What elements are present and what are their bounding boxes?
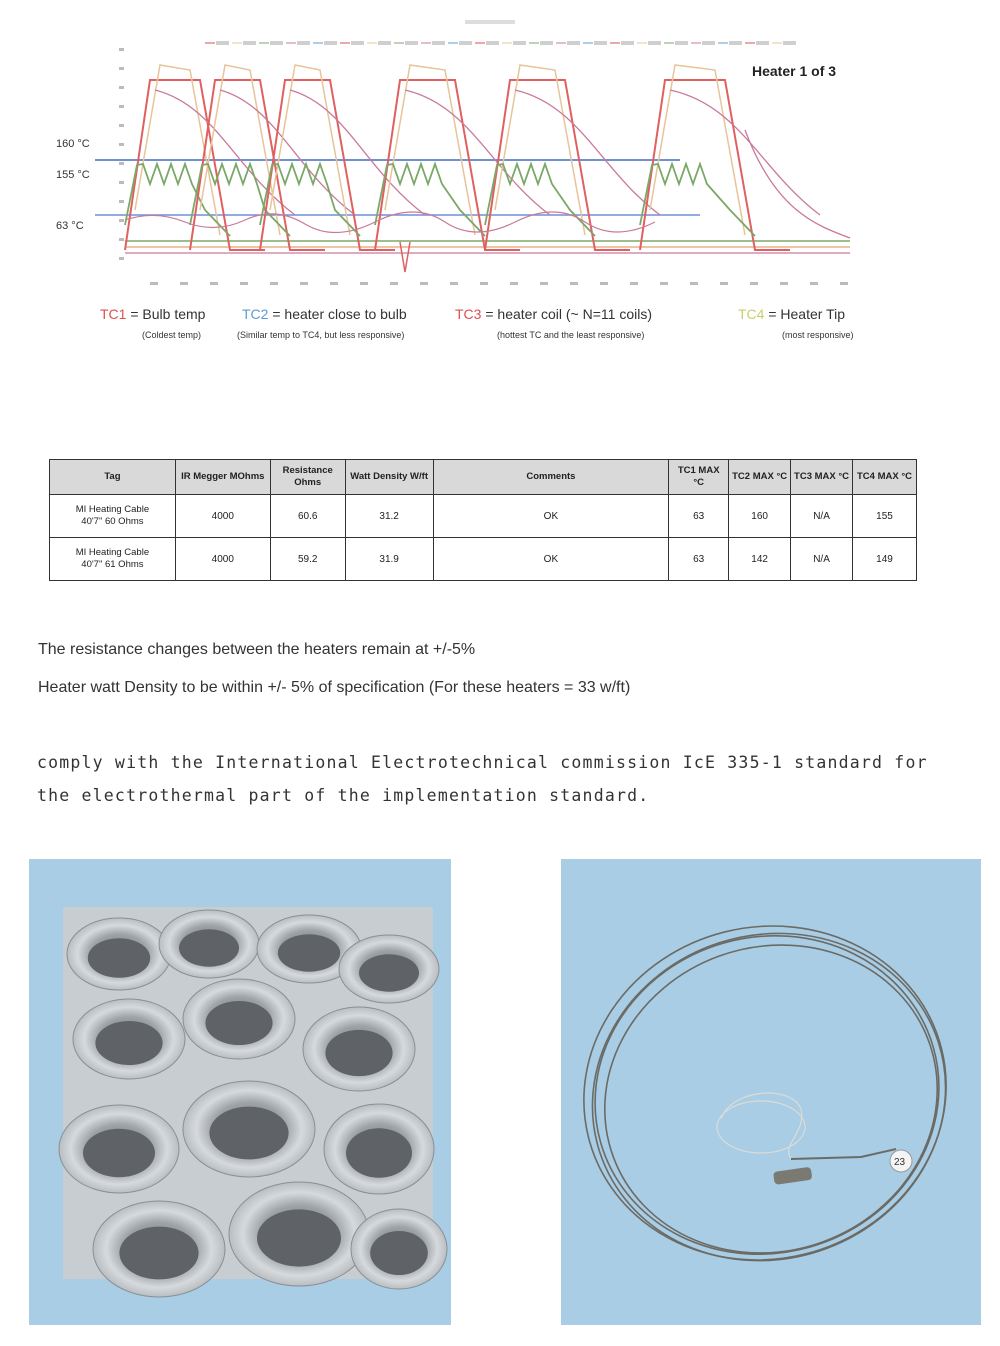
series-tc2-cycle (190, 164, 290, 236)
cell-tc3: N/A (791, 495, 853, 538)
cell-resistance: 59.2 (270, 538, 345, 581)
cell-tc2: 160 (729, 495, 791, 538)
x-tick (330, 282, 338, 285)
series-tc2-cycle (260, 164, 360, 236)
x-tick (750, 282, 758, 285)
compliance-statement: comply with the International Electrotechnical commission IcE 335-1 standard for the electrothermal part of the implementation standard. (37, 753, 928, 805)
faint-legend-text (729, 41, 742, 45)
header-resistance: Resistance Ohms (270, 460, 345, 495)
chart-faint-legend (205, 20, 796, 45)
x-tick (720, 282, 728, 285)
coil-center (370, 1231, 428, 1275)
faint-legend-text (675, 41, 688, 45)
cell-megger: 4000 (175, 495, 270, 538)
y-label-63: 63 °C (56, 220, 84, 232)
y-tick (119, 162, 124, 165)
photo-coiled-cable (561, 859, 981, 1325)
y-axis-ticks (119, 48, 124, 260)
y-tick (119, 105, 124, 108)
tag-line1: MI Heating Cable (75, 503, 150, 515)
coil-center (278, 934, 340, 971)
coil-center (359, 954, 419, 991)
coil-center (209, 1107, 288, 1160)
coiled-cable-illustration (561, 859, 981, 1325)
tag-line1: MI Heating Cable (75, 546, 150, 558)
series-tc3-cycle (405, 90, 550, 215)
faint-legend-text (702, 41, 715, 45)
x-tick (300, 282, 308, 285)
note-watt-density: Heater watt Density to be within +/- 5% of specification (For these heaters = 33 w/ft) (38, 679, 631, 696)
x-tick (660, 282, 668, 285)
coil-center (179, 929, 239, 966)
cell-comments: OK (433, 495, 669, 538)
cell-tc4: 155 (853, 495, 917, 538)
legend-tc4: TC4 = Heater Tip (738, 306, 845, 322)
cell-tc1: 63 (669, 495, 729, 538)
faint-legend-text (405, 41, 418, 45)
x-tick (690, 282, 698, 285)
legend-tc1-note: (Coldest temp) (142, 330, 202, 340)
cell-comments: OK (433, 538, 669, 581)
faint-legend-text (486, 41, 499, 45)
faint-legend-text (432, 41, 445, 45)
coils-illustration (29, 859, 451, 1325)
header-tc4: TC4 MAX °C (853, 460, 917, 495)
coil-center (257, 1209, 341, 1266)
faint-legend-text (324, 41, 337, 45)
header-tc2: TC2 MAX °C (729, 460, 791, 495)
x-tick (420, 282, 428, 285)
cell-resistance: 60.6 (270, 495, 345, 538)
legend-tc1: TC1 = Bulb temp (100, 306, 206, 322)
table-row (50, 538, 917, 581)
header-watt: Watt Density W/ft (345, 460, 433, 495)
faint-legend-text (783, 41, 796, 45)
x-tick (270, 282, 278, 285)
header-tc3: TC3 MAX °C (791, 460, 853, 495)
coil-center (119, 1227, 198, 1280)
series-tc2-cycle (640, 164, 755, 236)
tag-line2: 40'7" 60 Ohms (81, 516, 144, 527)
heater-test-table (49, 459, 917, 581)
faint-legend-text (216, 41, 229, 45)
coil-center (95, 1021, 162, 1065)
y-tick (119, 48, 124, 51)
cell-tc2: 142 (729, 538, 791, 581)
x-tick (600, 282, 608, 285)
cell-megger: 4000 (175, 538, 270, 581)
faint-legend-text (594, 41, 607, 45)
faint-legend-text (270, 41, 283, 45)
coil-center (346, 1128, 412, 1178)
y-tick (119, 124, 124, 127)
header-megger: IR Megger MOhms (175, 460, 270, 495)
x-axis-ticks (150, 282, 848, 285)
coil-center (205, 1001, 272, 1045)
header-tag: Tag (50, 460, 176, 495)
series-heater-cycle (485, 80, 630, 250)
x-tick (840, 282, 848, 285)
x-tick (150, 282, 158, 285)
faint-legend-text (621, 41, 634, 45)
y-tick (119, 181, 124, 184)
table-row (50, 495, 917, 538)
y-label-155: 155 °C (56, 169, 90, 181)
legend-tc3-note: (hottest TC and the least responsive) (497, 330, 645, 340)
x-tick (180, 282, 188, 285)
cell-tc3: N/A (791, 538, 853, 581)
legend-tc2: TC2 = heater close to bulb (242, 306, 407, 322)
legend-tc2-note: (Similar temp to TC4, but less responsive) (237, 330, 405, 340)
y-tick (119, 86, 124, 89)
y-tick (119, 219, 124, 222)
series-tc3-cycle (515, 90, 660, 215)
x-tick (780, 282, 788, 285)
x-tick (210, 282, 218, 285)
cable-tag-number: 23 (894, 1157, 906, 1168)
series-tc3-tail (745, 130, 850, 238)
y-tick (119, 143, 124, 146)
photo-cable-coils (29, 859, 451, 1325)
faint-legend-text (243, 41, 256, 45)
header-comments: Comments (433, 460, 669, 495)
cell-tag (50, 538, 176, 581)
faint-legend-text (567, 41, 580, 45)
y-tick (119, 67, 124, 70)
chart-legend (100, 306, 854, 340)
x-tick (360, 282, 368, 285)
header-tc1: TC1 MAX °C (669, 460, 729, 495)
x-tick (240, 282, 248, 285)
y-label-160: 160 °C (56, 138, 90, 150)
x-tick (810, 282, 818, 285)
cell-tag (50, 495, 176, 538)
faint-legend-text (297, 41, 310, 45)
faint-legend-text (351, 41, 364, 45)
tag-line2: 40'7" 61 Ohms (81, 559, 144, 570)
legend-tc3: TC3 = heater coil (~ N=11 coils) (455, 306, 652, 322)
cell-tc4: 149 (853, 538, 917, 581)
cycling-graph (45, 10, 875, 350)
cell-watt: 31.2 (345, 495, 433, 538)
x-tick (510, 282, 518, 285)
x-tick (630, 282, 638, 285)
x-tick (480, 282, 488, 285)
chart-title: Heater 1 of 3 (752, 63, 837, 79)
faint-legend-text (513, 41, 526, 45)
table-header-row (50, 460, 917, 495)
note-resistance: The resistance changes between the heaters remain at +/-5% (38, 641, 476, 658)
x-tick (450, 282, 458, 285)
faint-legend-text (540, 41, 553, 45)
coil-center (325, 1030, 392, 1076)
legend-tc4-note: (most responsive) (782, 330, 854, 340)
x-tick (390, 282, 398, 285)
cell-watt: 31.9 (345, 538, 433, 581)
x-tick (540, 282, 548, 285)
faint-legend-text (756, 41, 769, 45)
faint-legend-text (378, 41, 391, 45)
cell-tc1: 63 (669, 538, 729, 581)
y-tick (119, 238, 124, 241)
faint-legend-text (648, 41, 661, 45)
series-heater-cycle (640, 80, 790, 250)
y-tick (119, 257, 124, 260)
faint-legend-text (459, 41, 472, 45)
coil-center (83, 1129, 155, 1177)
y-tick (119, 200, 124, 203)
series-tc3-cycle (290, 90, 425, 215)
x-tick (570, 282, 578, 285)
coil-center (88, 938, 150, 978)
